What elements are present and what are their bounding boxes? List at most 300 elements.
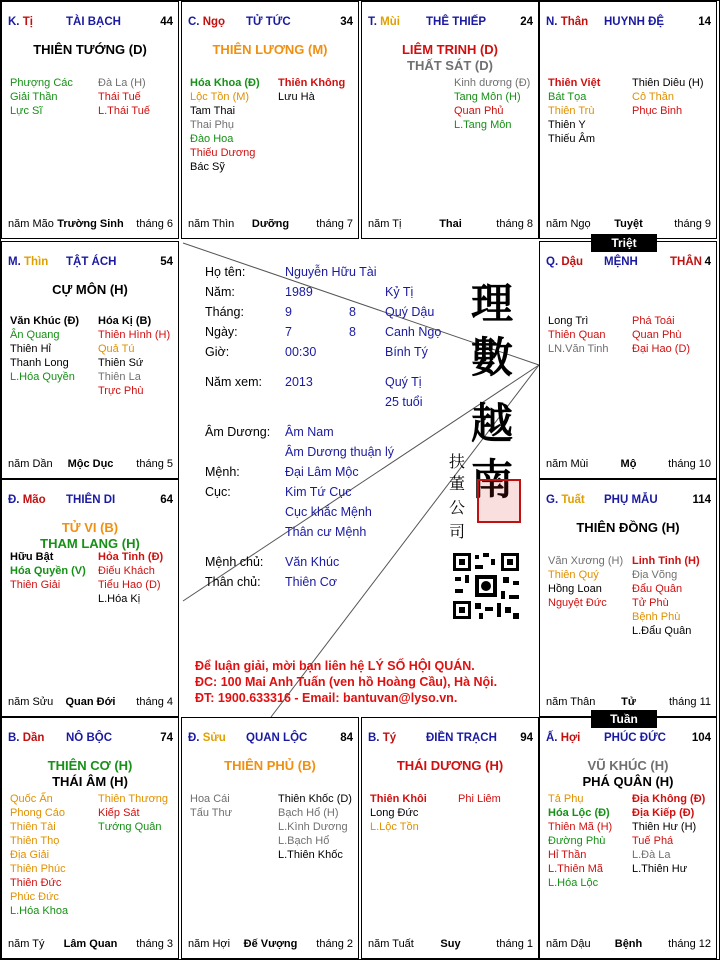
view-year-can: Quý Tị	[385, 375, 422, 389]
seal-char-3: 公	[449, 498, 466, 517]
minor-star: Thai Phụ	[190, 119, 235, 131]
menh-value: Đại Lâm Mộc	[285, 465, 359, 479]
palace-stage: Tử	[621, 696, 636, 708]
minor-star: Hóa Lộc (Đ)	[548, 807, 610, 819]
palace-branch: Mão	[22, 494, 46, 506]
palace-header	[546, 16, 711, 30]
year-can: Kỷ Tị	[385, 285, 414, 299]
minor-star: Địa Kiếp (Đ)	[632, 807, 695, 819]
minor-stars-right	[632, 554, 700, 638]
palace-header	[8, 16, 173, 30]
palace-name: ĐIỀN TRẠCH	[426, 732, 497, 744]
day-lunar: 8	[349, 325, 356, 339]
main-star: THẤT SÁT (D)	[407, 58, 493, 73]
minor-stars-right	[632, 76, 704, 118]
palace-footer	[188, 218, 353, 232]
palace-number: 74	[160, 732, 173, 744]
palace-stem: Q. Dậu	[546, 256, 584, 268]
main-stars	[540, 758, 716, 790]
main-star: THIÊN TƯỚNG (D)	[33, 42, 147, 57]
cuc-value: Kim Tứ Cục	[285, 485, 352, 499]
menh-label: Mệnh:	[205, 465, 240, 479]
seal-char-1: 扶	[449, 452, 466, 471]
palace-year: năm Ngọ	[546, 218, 591, 230]
minor-star: Tấu Thư	[190, 807, 233, 819]
tuan-tag: Tuần	[591, 710, 657, 728]
main-star: THIÊN PHỦ (B)	[224, 758, 316, 773]
minor-star: L.Hóa Khoa	[10, 905, 69, 917]
minor-stars-left	[370, 792, 427, 834]
main-stars	[182, 758, 358, 774]
cuc-note: Cục khắc Mệnh	[285, 505, 372, 519]
minor-star: Long Đức	[370, 807, 419, 819]
palace-footer	[546, 938, 711, 952]
minor-star: L.Tang Môn	[454, 119, 512, 131]
palace-the-thiep[interactable]	[361, 1, 539, 239]
palace-number: 24	[520, 16, 533, 28]
callig-char-1: 理	[471, 279, 514, 328]
palace-footer	[8, 938, 173, 952]
palace-header	[188, 16, 353, 30]
minor-star: Tướng Quân	[98, 821, 162, 833]
minor-stars-left	[190, 792, 232, 820]
minor-star: Hồng Loan	[548, 583, 602, 595]
minor-star: Ân Quang	[10, 329, 60, 341]
minor-star: Đường Phù	[548, 835, 606, 847]
minor-star: Thái Tuế	[98, 91, 141, 103]
palace-year: năm Dậu	[546, 938, 591, 950]
year-label: Năm:	[205, 285, 235, 299]
minor-star: Thiên Y	[548, 119, 586, 131]
palace-header	[8, 256, 173, 270]
month-can: Quý Dậu	[385, 305, 435, 319]
cuc-label: Cục:	[205, 485, 231, 499]
minor-star: Bạch Hổ (H)	[278, 807, 339, 819]
palace-branch: Tị	[22, 16, 33, 28]
minor-star: L.Hóa Kị	[98, 593, 141, 605]
palace-month: tháng 8	[496, 218, 533, 230]
minor-stars-left	[548, 76, 600, 146]
palace-branch: Ngọ	[202, 16, 226, 28]
menh-chu-value: Văn Khúc	[285, 555, 340, 569]
palace-no-boc[interactable]	[1, 717, 179, 959]
palace-stage: Thai	[439, 218, 462, 230]
minor-star: Địa Không (Đ)	[632, 793, 706, 805]
main-stars	[2, 42, 178, 58]
minor-star: Đào Hoa	[190, 133, 234, 145]
minor-star: Cô Thần	[632, 91, 674, 103]
main-star: TỬ VI (B)	[61, 520, 119, 535]
minor-star: Đẩu Quân	[632, 583, 683, 595]
minor-star: Quả Tú	[98, 343, 135, 355]
minor-stars-right	[98, 314, 170, 398]
minor-star: L.Thiên Mã	[548, 863, 604, 875]
palace-month: tháng 10	[668, 458, 711, 470]
minor-star: Tử Phù	[632, 597, 669, 609]
palace-header	[546, 732, 711, 746]
minor-star: Phục Binh	[632, 105, 683, 117]
minor-star: Quan Phù	[632, 329, 682, 341]
palace-footer	[8, 218, 173, 232]
minor-stars-left	[548, 554, 623, 610]
minor-star: Hoa Cái	[190, 793, 230, 805]
hour-label: Giờ:	[205, 345, 230, 359]
palace-stage: Bệnh	[614, 938, 643, 950]
palace-year: năm Tuất	[368, 938, 414, 950]
palace-branch: Dần	[22, 732, 45, 744]
callig-char-4: 南	[471, 455, 514, 504]
minor-star: Trực Phù	[98, 385, 144, 397]
minor-star: Hóa Kị (B)	[98, 315, 152, 327]
palace-branch: Thân	[560, 16, 589, 28]
minor-star: Hóa Khoa (Đ)	[190, 77, 260, 89]
am-duong-note: Âm Dương thuận lý	[285, 445, 394, 459]
minor-stars-right	[278, 792, 352, 862]
minor-star: Kinh dương (Đ)	[454, 77, 531, 89]
palace-header	[188, 732, 353, 746]
callig-char-2: 數	[471, 333, 514, 382]
palace-number: 114	[692, 494, 711, 506]
palace-name: THIÊN DI	[66, 494, 116, 506]
palace-number: 94	[520, 732, 533, 744]
palace-stem: T. Mùi	[368, 16, 400, 28]
palace-huynh-de[interactable]	[539, 1, 717, 239]
minor-star: Quan Phủ	[454, 105, 504, 117]
palace-month: tháng 4	[136, 696, 173, 708]
minor-star: Thiên Đức	[10, 877, 62, 889]
minor-star: L.Lộc Tồn	[370, 821, 419, 833]
minor-star: Thiên Thọ	[10, 835, 60, 847]
palace-year: năm Thìn	[188, 218, 235, 230]
minor-star: Thiên Phúc	[10, 863, 66, 875]
minor-star: Thiên Thương	[98, 793, 169, 805]
palace-stage: Dưỡng	[251, 218, 290, 230]
palace-month: tháng 2	[316, 938, 353, 950]
main-stars	[540, 520, 716, 536]
minor-star: Phi Liêm	[458, 793, 501, 805]
minor-star: Thiên Việt	[548, 77, 601, 89]
main-star: THÁI DƯƠNG (H)	[396, 758, 504, 773]
minor-star: Thiếu Dương	[190, 147, 256, 159]
main-stars	[2, 758, 178, 790]
year-value: 1989	[285, 285, 313, 299]
main-stars	[182, 42, 358, 58]
main-star: THÁI ÂM (H)	[52, 774, 128, 789]
minor-stars-left	[10, 792, 68, 918]
minor-star: LN.Văn Tinh	[548, 343, 609, 355]
palace-footer	[368, 938, 533, 952]
month-label: Tháng:	[205, 305, 244, 319]
palace-stem: M. Thìn	[8, 256, 49, 268]
minor-star: Hóa Quyền (V)	[10, 565, 86, 577]
palace-stage: Suy	[440, 938, 461, 950]
day-can: Canh Ngọ	[385, 325, 442, 339]
palace-month: tháng 9	[674, 218, 711, 230]
palace-stage: Quan Đới	[65, 696, 116, 708]
minor-star: Văn Xương (H)	[548, 555, 624, 567]
palace-name: PHỤ MẪU	[604, 494, 658, 506]
minor-star: Phá Toái	[632, 315, 675, 327]
palace-footer	[546, 218, 711, 232]
palace-year: năm Tý	[8, 938, 45, 950]
palace-name: HUYNH ĐỆ	[604, 16, 665, 28]
minor-star: Tang Môn (H)	[454, 91, 521, 103]
palace-stem: B. Dần	[8, 732, 45, 744]
minor-stars-left	[10, 76, 73, 118]
palace-number: 34	[340, 16, 353, 28]
palace-footer	[368, 218, 533, 232]
palace-stage: Mộ	[620, 458, 637, 470]
palace-number: 54	[160, 256, 173, 268]
palace-stage: Mộc Dục	[67, 458, 114, 470]
minor-star: Giải Thần	[10, 91, 58, 103]
minor-star: Lực Sĩ	[10, 105, 43, 117]
minor-star: Thiên Diêu (H)	[632, 77, 704, 89]
minor-star: Thiếu Âm	[548, 133, 596, 145]
minor-star: Tam Thai	[190, 105, 236, 117]
minor-star: L.Hóa Lộc	[548, 877, 599, 889]
than-cu-note: Thân cư Mệnh	[285, 525, 367, 539]
minor-stars-right	[632, 792, 705, 876]
minor-star: Thiên Không	[278, 77, 346, 89]
minor-stars-left	[548, 792, 612, 890]
seal-char-2: 董	[449, 474, 466, 493]
center-info	[181, 241, 537, 717]
palace-year: năm Tị	[368, 218, 402, 230]
main-star: THAM LANG (H)	[40, 536, 140, 551]
palace-tat-ach[interactable]	[1, 241, 179, 479]
palace-footer	[546, 458, 711, 472]
than-chu-value: Thiên Cơ	[285, 575, 337, 589]
minor-stars-right	[278, 76, 345, 104]
main-star: PHÁ QUÂN (H)	[582, 774, 674, 789]
palace-year: năm Sửu	[8, 696, 54, 708]
minor-star: Thiên La	[98, 371, 141, 383]
palace-stem: Ấ. Hợi	[546, 732, 581, 744]
palace-name: NÔ BỘC	[66, 732, 112, 744]
palace-branch: Mùi	[380, 16, 400, 28]
palace-month: tháng 1	[496, 938, 533, 950]
red-seal	[477, 479, 521, 523]
palace-year: năm Thân	[546, 696, 596, 708]
am-duong-value: Âm Nam	[285, 425, 334, 439]
minor-star: Tả Phụ	[548, 793, 584, 805]
contact-line-1: Để luận giải, mời bạn liên hệ LÝ SỐ HỘI QUÁN.	[195, 659, 475, 673]
palace-month: tháng 7	[316, 218, 353, 230]
palace-stem: N. Thân	[546, 16, 589, 28]
palace-month: tháng 12	[668, 938, 711, 950]
palace-name: TỬ TỨC	[246, 16, 291, 28]
minor-star: Thiên Hình (H)	[98, 329, 171, 341]
minor-stars-right	[98, 76, 150, 118]
palace-name: PHÚC ĐỨC	[604, 732, 666, 744]
minor-star: Long Trì	[548, 315, 589, 327]
minor-stars-left	[548, 314, 609, 356]
palace-branch: Tuất	[561, 494, 585, 506]
than-marker: THÂN	[670, 256, 702, 268]
palace-stage: Trường Sinh	[57, 218, 124, 230]
minor-star: Hỉ Thần	[548, 849, 587, 861]
main-star: THIÊN ĐỒNG (H)	[576, 520, 680, 535]
minor-star: Thanh Long	[10, 357, 69, 369]
minor-star: Quốc Ấn	[10, 793, 53, 805]
minor-star: Lưu Hà	[278, 91, 315, 103]
minor-star: Địa Giải	[10, 849, 50, 861]
minor-stars-right	[632, 314, 690, 356]
hour-can: Bính Tý	[385, 345, 428, 359]
minor-star: Linh Tinh (H)	[632, 555, 700, 567]
palace-number: 4	[704, 256, 711, 268]
minor-star: L.Bạch Hổ	[278, 835, 330, 847]
triet-tag: Triệt	[591, 234, 657, 252]
minor-stars-left	[10, 314, 79, 384]
minor-stars-left	[10, 550, 86, 592]
minor-star: Tiểu Hao (D)	[98, 579, 161, 591]
palace-header	[546, 256, 711, 270]
palace-name: MỆNH	[604, 256, 638, 268]
minor-star: L.Kình Dương	[278, 821, 348, 833]
palace-branch: Tý	[382, 732, 397, 744]
main-star: VŨ KHÚC (H)	[587, 758, 669, 773]
minor-stars-right	[458, 792, 501, 806]
palace-footer	[8, 458, 173, 472]
minor-star: Đại Hao (D)	[632, 343, 691, 355]
palace-tai-bach[interactable]	[1, 1, 179, 239]
palace-month: tháng 5	[136, 458, 173, 470]
palace-branch: Sửu	[202, 732, 226, 744]
palace-month: tháng 6	[136, 218, 173, 230]
palace-number: 44	[160, 16, 173, 28]
palace-branch: Hợi	[560, 732, 581, 744]
main-stars	[362, 42, 538, 74]
contact-address: ĐC: 100 Mai Anh Tuấn (ven hồ Hoàng Cầu), Hà Nội.	[195, 675, 498, 689]
palace-name: TẬT ÁCH	[66, 256, 117, 268]
palace-stage: Đế Vượng	[243, 938, 298, 950]
name-label: Họ tên:	[205, 265, 246, 279]
callig-char-3: 越	[471, 399, 514, 448]
main-stars	[2, 520, 178, 552]
than-chu-label: Thân chủ:	[205, 575, 261, 589]
minor-star: Lộc Tồn (M)	[190, 91, 250, 103]
palace-number: 84	[340, 732, 353, 744]
minor-star: L.Thiên Khốc	[278, 849, 343, 861]
palace-name: QUAN LỘC	[246, 732, 308, 744]
palace-stage: Tuyệt	[614, 218, 643, 230]
minor-star: Văn Khúc (Đ)	[10, 315, 80, 327]
minor-star: Đà La (H)	[98, 77, 146, 89]
minor-star: L.Thiên Hư	[632, 863, 688, 875]
palace-tu-tuc[interactable]	[181, 1, 359, 239]
qr-code-icon[interactable]	[451, 551, 521, 621]
minor-star: L.Hóa Quyền	[10, 371, 75, 383]
palace-number: 14	[698, 16, 711, 28]
palace-month: tháng 3	[136, 938, 173, 950]
minor-star: Thiên Quan	[548, 329, 606, 341]
day-value: 7	[285, 325, 292, 339]
palace-year: năm Mão	[8, 218, 54, 230]
palace-footer	[8, 696, 173, 710]
month-lunar: 8	[349, 305, 356, 319]
minor-star: Bệnh Phù	[632, 611, 681, 623]
main-stars	[362, 758, 538, 774]
age-value: 25 tuổi	[385, 395, 423, 409]
main-star: THIÊN LƯƠNG (M)	[212, 42, 328, 57]
minor-star: Bát Tọa	[548, 91, 587, 103]
name-value: Nguyễn Hữu Tài	[285, 265, 377, 279]
minor-stars-right	[454, 76, 530, 132]
palace-number: 64	[160, 494, 173, 506]
palace-menh[interactable]	[539, 241, 717, 479]
minor-star: Thiên Giải	[10, 579, 61, 591]
main-stars	[2, 282, 178, 298]
minor-star: Bác Sỹ	[190, 161, 225, 173]
main-star: LIÊM TRINH (D)	[401, 42, 499, 57]
minor-star: Nguyệt Đức	[548, 597, 607, 609]
contact-phone-email[interactable]: ĐT: 1900.633316 - Email: bantuvan@lyso.vn.	[195, 691, 458, 705]
palace-dien-trach[interactable]	[361, 717, 539, 959]
minor-star: Hữu Bật	[10, 551, 54, 563]
palace-stem: Đ. Mão	[8, 494, 46, 506]
palace-number: 104	[691, 732, 711, 744]
palace-footer	[546, 696, 711, 710]
palace-quan-loc[interactable]	[181, 717, 359, 959]
minor-star: Phượng Các	[10, 77, 73, 89]
palace-footer	[188, 938, 353, 952]
main-star: CỰ MÔN (H)	[52, 282, 128, 297]
palace-name: TÀI BẠCH	[66, 16, 121, 28]
day-label: Ngày:	[205, 325, 238, 339]
palace-stage: Lâm Quan	[63, 938, 118, 950]
palace-branch: Dậu	[561, 256, 584, 268]
palace-stem: Đ. Sửu	[188, 732, 226, 744]
minor-star: Phúc Đức	[10, 891, 59, 903]
palace-stem: G. Tuất	[546, 494, 585, 506]
palace-stem: B. Tý	[368, 732, 397, 744]
palace-stem: K. Tị	[8, 16, 33, 28]
minor-star: Thiên Hư (H)	[632, 821, 697, 833]
minor-star: Thiên Trù	[548, 105, 595, 117]
minor-star: Địa Võng	[632, 569, 678, 581]
minor-star: L.Đẩu Quân	[632, 625, 692, 637]
palace-stem: C. Ngọ	[188, 16, 226, 28]
minor-stars-right	[98, 792, 168, 834]
main-star: THIÊN CƠ (H)	[47, 758, 133, 773]
seal-char-4: 司	[449, 522, 466, 541]
minor-star: Thiên Mã (H)	[548, 821, 613, 833]
minor-star: Thiên Sứ	[98, 357, 144, 369]
minor-star: Thiên Hỉ	[10, 343, 51, 355]
minor-star: Hỏa Tinh (Đ)	[98, 551, 164, 563]
palace-phuc-duc[interactable]	[539, 717, 717, 959]
minor-star: Kiếp Sát	[98, 807, 140, 819]
am-duong-label: Âm Dương:	[205, 425, 271, 439]
view-year-value: 2013	[285, 375, 313, 389]
minor-stars-right	[98, 550, 163, 606]
minor-star: L.Thái Tuế	[98, 105, 150, 117]
menh-chu-label: Mệnh chủ:	[205, 555, 264, 569]
minor-star: Thiên Khốc (D)	[278, 793, 352, 805]
minor-star: L.Đà La	[632, 849, 671, 861]
palace-year: năm Dần	[8, 458, 53, 470]
minor-stars-left	[190, 76, 260, 174]
palace-header	[546, 494, 711, 508]
palace-branch: Thìn	[23, 256, 49, 268]
palace-header	[368, 732, 533, 746]
minor-star: Thiên Khôi	[370, 793, 427, 805]
palace-phu-mau[interactable]	[539, 479, 717, 717]
palace-thien-di[interactable]	[1, 479, 179, 717]
palace-header	[368, 16, 533, 30]
